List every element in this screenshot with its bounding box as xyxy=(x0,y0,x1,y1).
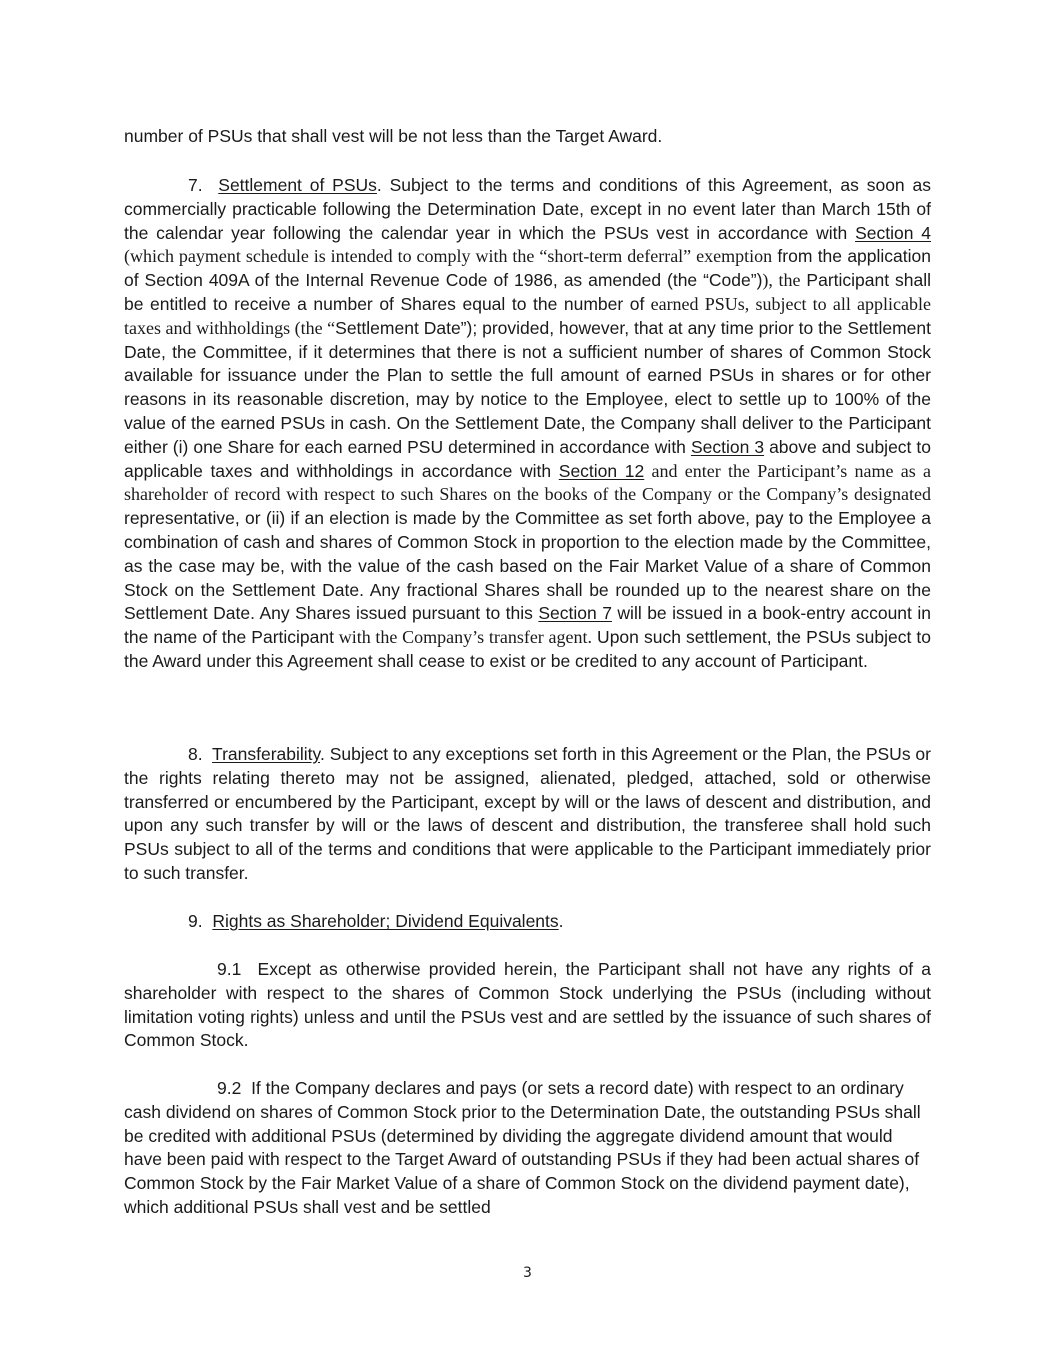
section-8-paragraph xyxy=(124,743,931,886)
section-7-text: Participant shall be entitled to receive a number of Shares equal to the number of xyxy=(124,270,932,314)
section-9-2-number: 9.2 xyxy=(217,1078,242,1098)
page-number: 3 xyxy=(523,1265,532,1281)
section-7-text: will be issued in a book-entry account in the name of the Participant xyxy=(124,603,931,648)
section-7-text-serif: earned PSUs, subject to all applicable taxes and withholdings (the “ xyxy=(124,293,931,338)
section-7-text: Upon such settlement, the PSUs subject to the Award under this Agreement shall cease to exist or be credited to any account of Participant. xyxy=(124,627,931,671)
section-4-reference: Section 4 xyxy=(855,222,931,243)
section-3-reference: Section 3 xyxy=(690,436,765,457)
section-9-heading: Rights as Shareholder; Dividend Equivalents xyxy=(212,911,559,931)
section-7-text-serif: ), the xyxy=(762,270,801,291)
section-7-heading: Settlement of PSUs xyxy=(218,175,377,195)
section-12-reference: Section 12 xyxy=(558,460,645,481)
section-9-1-paragraph xyxy=(124,958,931,1053)
section-7-text: Settlement Date”); provided, however, that at any time prior to the Settlement Date, the Committee, if it determines that there is not a sufficient number of shares of Common Stock available for issuance under the Plan to settle the full amount of earned PSUs in shares or for other reasons in its reasonable discretion, may by notice to the Employee, elect to settle up to 100% of the value of the earned PSUs in cash. On the Settlement Date, the Company shall deliver to the Participant either (i) one Share for each earned PSU determined in accordance with xyxy=(124,317,931,457)
section-7-reference: Section 7 xyxy=(538,603,612,624)
section-9-1-text: Except as otherwise provided herein, the Participant shall not have any rights of a shareholder with respect to the shares of Common Stock underlying the PSUs (including without limitation voting rights) unless and until the PSUs vest and are settled by the issuance of such shares of Common Stock. xyxy=(124,959,931,1051)
section-7-text-serif: and enter the Participant’s name as a shareholder of record with respect to such Shares on the books of the Company or the Company’s designated xyxy=(124,460,931,505)
section-9-2-paragraph xyxy=(124,1077,924,1220)
section-7-text: from the application of Section 409A of the Internal Revenue Code of 1986, as amended (the “Code”) xyxy=(124,246,931,291)
section-7-number: 7. xyxy=(188,175,203,195)
section-7-text-serif: with the Company’s transfer agent. xyxy=(334,627,592,648)
section-8-heading: Transferability xyxy=(212,744,320,764)
section-8-number: 8. xyxy=(188,744,203,764)
continued-paragraph xyxy=(124,125,931,149)
section-7-paragraph xyxy=(124,174,931,674)
section-7-text-serif: (which payment schedule is intended to comply with the “short-term deferral” exemption xyxy=(124,246,773,267)
section-7-text: representative, or (ii) if an election is made by the Committee as set forth above, pay to the Employee a combination of cash and shares of Common Stock in proportion to the election made by the Committee, as the case may be, with the value of the cash based on the Fair Market Value of a share of Common Stock on the Settlement Date. Any fractional Shares shall be rounded up to the nearest share on the Settlement Date. Any Shares issued pursuant to this xyxy=(124,508,931,624)
section-9-2-text: If the Company declares and pays (or sets a record date) with respect to an ordinary cash dividend on shares of Common Stock prior to the Determination Date, the outstanding PSUs shall be credited with additional PSUs (determined by dividing the aggregate dividend amount that would have been paid with respect to the Target Award of outstanding PSUs if they had been actual shares of Common Stock by the Fair Market Value of a share of Common Stock on the dividend payment date), which additional PSUs shall vest and be settled xyxy=(124,1078,921,1217)
section-9-1-number: 9.1 xyxy=(217,959,242,979)
section-7-text: above and subject to applicable taxes and withholdings in accordance with xyxy=(124,436,932,481)
section-8-text: . Subject to any exceptions set forth in this Agreement or the Plan, the PSUs or the rights relating thereto may not be assigned, alienated, pledged, attached, sold or otherwise transferred or encumbered by the Participant, except by will or the laws of descent and distribution, and upon any such transfer by will or the laws of descent and distribution, the transferee shall hold such PSUs subject to all of the terms and conditions that were applicable to the Participant immediately prior to such transfer. xyxy=(124,744,931,883)
continued-text: number of PSUs that shall vest will be not less than the Target Award. xyxy=(124,126,663,146)
section-9-heading-tail: . xyxy=(558,911,564,931)
section-9-heading-paragraph xyxy=(124,910,931,934)
section-9-number: 9. xyxy=(188,911,203,931)
section-7-text: . Subject to the terms and conditions of this Agreement, as soon as commercially practicable following the Determination Date, except in no event later than March 15th of the calendar year following the calendar year in which the PSUs vest in accordance with xyxy=(124,175,931,243)
